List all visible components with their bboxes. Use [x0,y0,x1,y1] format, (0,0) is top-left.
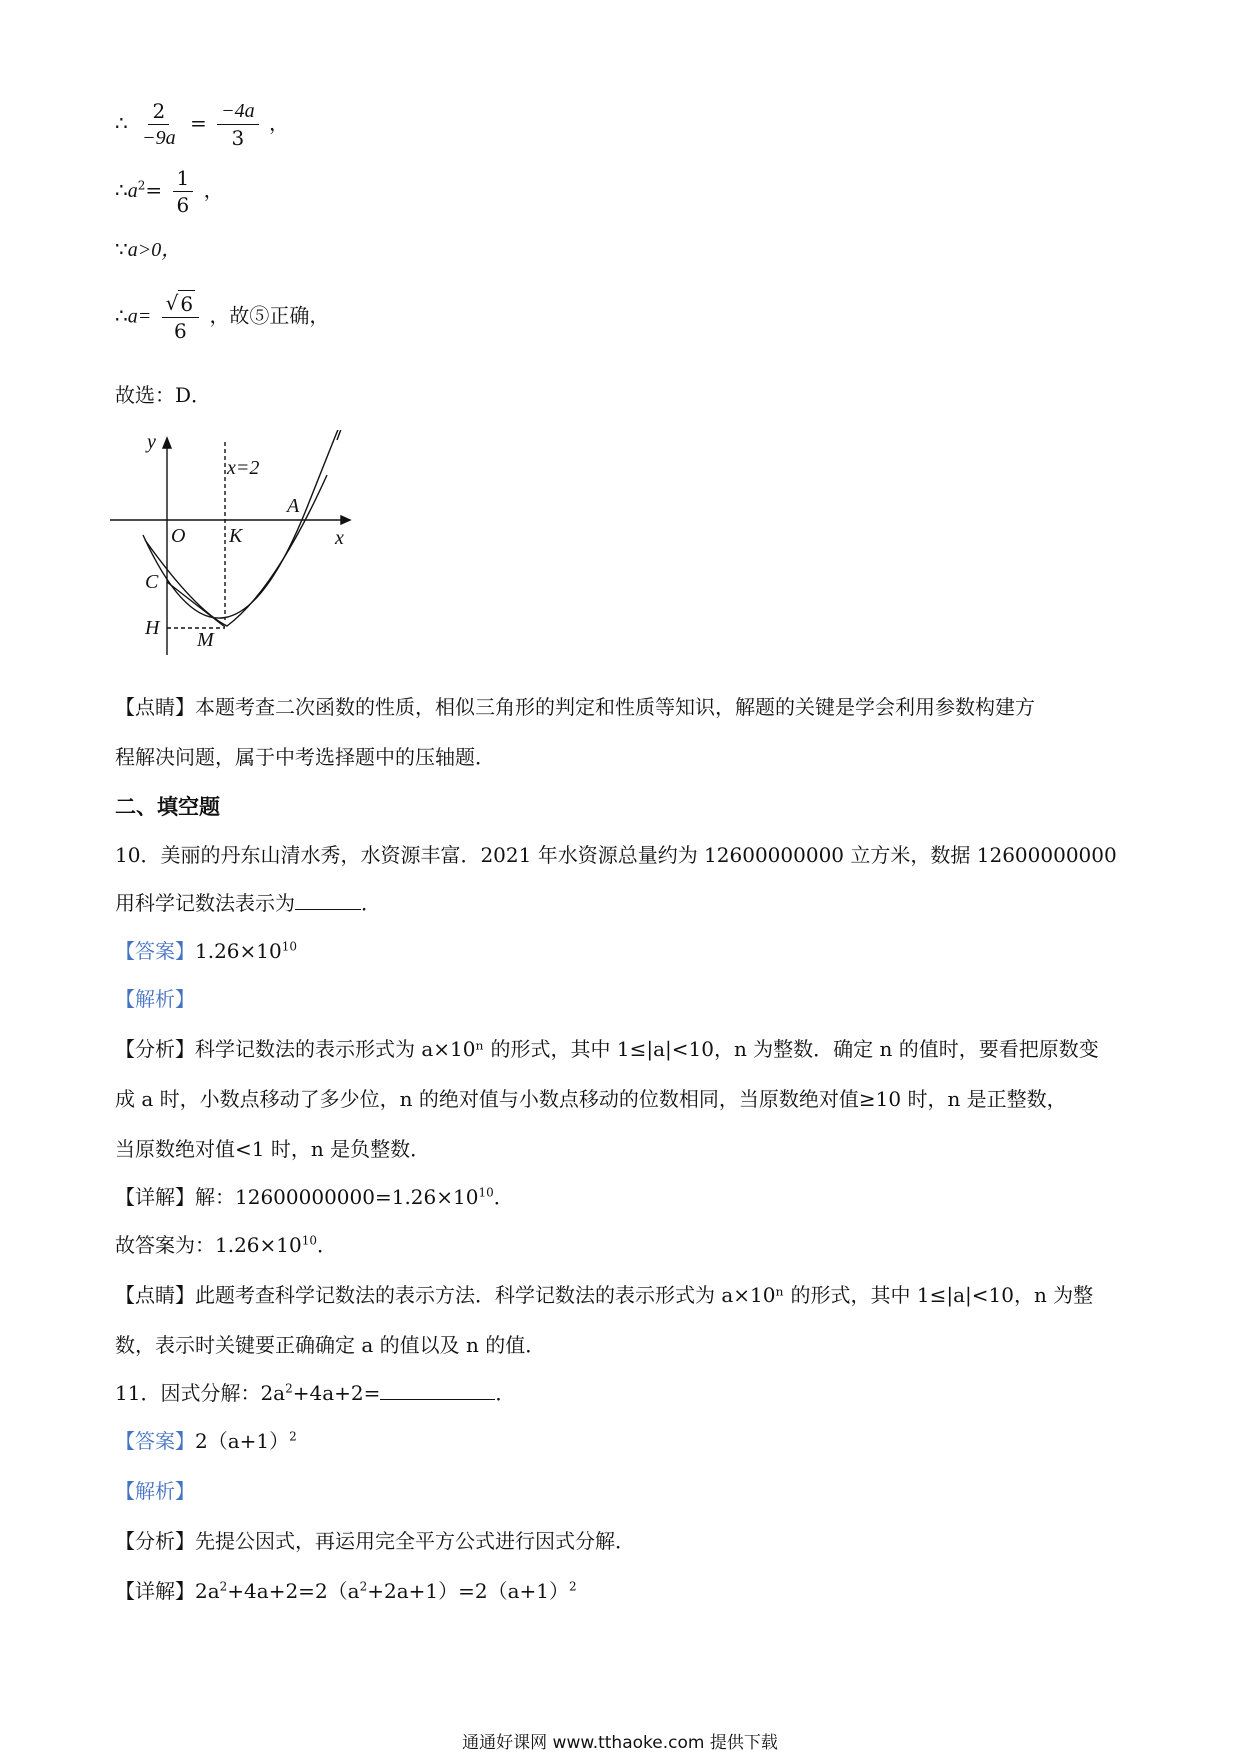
y-label: y [147,431,156,453]
footer-credit: 通通好课网 www.tthaoke.com 提供下载 [462,1733,778,1753]
xiangjie-text: 2a [195,1579,220,1603]
answer-text: 2（a+1） [195,1429,290,1453]
point-m-label: M [197,629,214,651]
dianjing-text: 此题考查科学记数法的表示方法．科学记数法的表示形式为 a×10ⁿ 的形式，其中 1≤|a|<10，n 为整 [195,1283,1094,1307]
point-k-label: K [229,525,243,547]
conclusion: ，故⑤正确， [209,303,330,328]
analysis-tag: 【解析】 [115,987,195,1011]
answer-choice-line: 故选：D． [115,383,212,407]
exponent: 10 [478,1185,494,1200]
punctuation: ． [493,1185,514,1209]
q10-dianjing-line-1 [115,1280,1093,1310]
denominator: 6 [173,319,187,343]
dianjing-tag: 【点睛】 [115,695,195,719]
variable-a: a [127,180,138,202]
punctuation: ． [495,1381,516,1405]
numerator: 2 [148,98,169,125]
answer-blank [380,1379,495,1400]
condition: a>0， [127,239,182,261]
q11-text: 11．因式分解：2a [115,1381,286,1405]
answer-tag: 【答案】 [115,939,195,963]
equation-line-1 [115,98,289,151]
xiangjie-tag: 【详解】 [115,1185,195,1209]
q10-prompt: 用科学记数法表示为 [115,891,295,915]
q10-answer-line [115,936,297,966]
therefore-symbol: ∴ [115,111,128,135]
equation-line-4 [115,290,329,344]
origin-label: O [171,525,186,547]
q11-text: +4a+2= [292,1381,381,1405]
dianjing-tag: 【点睛】 [115,1283,195,1307]
fenxi-tag: 【分析】 [115,1529,195,1553]
q11-question [115,1378,515,1408]
fenxi-text: 科学记数法的表示形式为 a×10ⁿ 的形式，其中 1≤|a|<10，n 为整数．确定 n 的值时，要看把原数变 [195,1037,1099,1061]
segment-cm [167,582,225,627]
denominator: −9a [142,127,176,149]
equals-sign: = [189,111,207,135]
sqrt-icon: √ 6 [165,291,194,316]
point-c-label: C [145,571,159,593]
comment-1-line-1 [115,692,1035,722]
punctuation: ， [268,111,289,135]
fraction [173,165,194,218]
denominator: 6 [176,193,190,217]
point-a-label: A [287,495,300,517]
fraction-left [138,98,180,151]
second-curve [145,475,327,626]
answer-tag: 【答案】 [115,1429,195,1453]
point-h-label: H [145,617,160,639]
exponent: 2 [569,1579,577,1594]
answer-base: 1.26×10 [195,939,282,963]
equation-line-3 [115,234,181,265]
exponent: 2 [289,1429,297,1444]
numerator [162,290,199,318]
comment-1-line-2: 程解决问题，属于中考选择题中的压轴题． [115,745,495,769]
final-text: 故答案为：1.26×10 [115,1233,302,1257]
radicand: 6 [180,292,194,316]
axis-equation-label: x=2 [227,457,260,479]
equals-sign: = [145,178,163,202]
xiangjie-text: +4a+2=2（a [227,1579,360,1603]
xiangjie-tag: 【详解】 [115,1579,195,1603]
q11-xiangjie-line [115,1576,577,1606]
q11-fenxi-line [115,1526,635,1556]
punctuation: ， [203,178,224,202]
x-label: x [335,527,344,549]
x-axis-arrow-icon [341,516,350,524]
fenxi-tag: 【分析】 [115,1037,195,1061]
q10-line-1: 10．美丽的丹东山清水秀，水资源丰富．2021 年水资源总量约为 12600000000 立方米，数据 12600000000 [115,843,1117,867]
equation-line-2 [115,165,224,218]
therefore-symbol: ∴ [115,303,128,328]
because-symbol: ∵ [115,237,128,261]
punctuation: ． [361,891,381,915]
section-heading: 二、填空题 [115,794,220,819]
q10-dianjing-line-2: 数，表示时关键要正确确定 a 的值以及 n 的值． [115,1333,546,1357]
q10-final-answer [115,1230,337,1260]
exponent: 10 [281,939,298,954]
xiangjie-text: +2a+1）=2（a+1） [367,1579,570,1603]
numerator: −4a [217,98,259,125]
q10-fenxi-line-1 [115,1034,1099,1064]
exponent: 10 [301,1233,318,1248]
denominator: 3 [231,126,245,150]
q10-xiangjie-line [115,1182,514,1212]
exponent: 2 [285,1381,293,1396]
therefore-symbol: ∴ [115,178,128,202]
answer-blank [295,889,361,910]
numerator: 1 [173,165,194,192]
fenxi-text: 先提公因式，再运用完全平方公式进行因式分解． [195,1529,635,1553]
exponent: 2 [219,1579,228,1594]
xiangjie-text: 解：12600000000=1.26×10 [195,1185,479,1209]
comment-text: 本题考查二次函数的性质，相似三角形的判定和性质等知识，解题的关键是学会利用参数构建方 [195,695,1035,719]
fraction-right [217,98,259,151]
exponent: 2 [359,1579,368,1594]
y-axis-arrow-icon [163,438,171,448]
q11-answer-line [115,1426,297,1456]
q10-line-2 [115,888,381,918]
punctuation: ． [317,1233,338,1257]
q10-fenxi-line-2: 成 a 时，小数点移动了多少位，n 的绝对值与小数点移动的位数相同，当原数绝对值≥10 时，n 是正整数， [115,1087,1067,1111]
parabola-graph [105,430,365,670]
lhs: a= [127,305,152,328]
q10-fenxi-line-3: 当原数绝对值<1 时，n 是负整数． [115,1137,431,1161]
exponent: 2 [137,178,146,193]
analysis-tag: 【解析】 [115,1479,195,1503]
fraction [162,290,199,344]
